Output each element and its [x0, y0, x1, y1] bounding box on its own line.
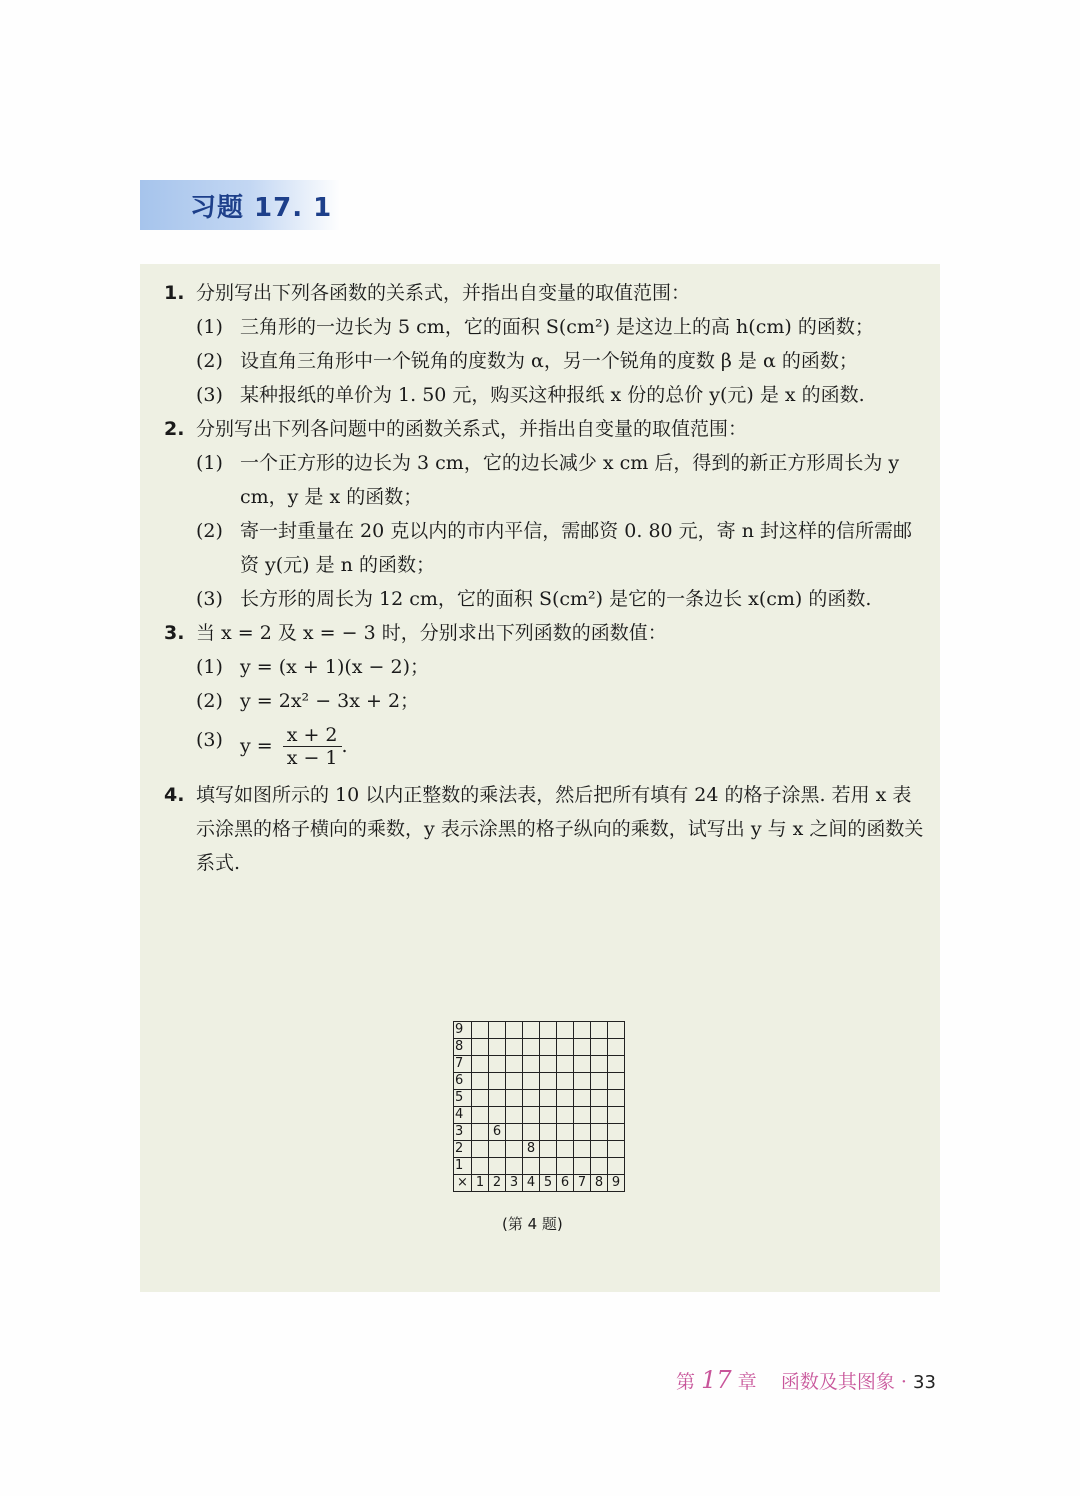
- grid-cell: [489, 1141, 506, 1158]
- grid-corner-label: ×: [454, 1175, 472, 1192]
- grid-row-label: 2: [454, 1141, 472, 1158]
- part-label: (1): [196, 656, 223, 678]
- part-label: (1): [196, 316, 223, 338]
- question-3-part-1: [164, 650, 924, 684]
- grid-row-label: 9: [454, 1022, 472, 1039]
- grid-cell: [608, 1022, 625, 1039]
- grid-cell: [574, 1022, 591, 1039]
- grid-cell: [523, 1124, 540, 1141]
- grid-cell: [489, 1056, 506, 1073]
- grid-cell: [557, 1124, 574, 1141]
- grid-cell: [506, 1158, 523, 1175]
- grid-cell: [472, 1022, 489, 1039]
- grid-cell: [608, 1158, 625, 1175]
- grid-column-label: 4: [523, 1175, 540, 1192]
- chapter-prefix: 第: [676, 1371, 696, 1393]
- question-text: 分别写出下列各函数的关系式，并指出自变量的取值范围：: [196, 282, 691, 304]
- grid-cell: [591, 1039, 608, 1056]
- grid-cell: [574, 1073, 591, 1090]
- chapter-number: 17: [701, 1366, 732, 1394]
- grid-cell: [523, 1073, 540, 1090]
- multiplication-table: [453, 1021, 625, 1192]
- grid-cell: [540, 1141, 557, 1158]
- page-footer: [676, 1366, 936, 1394]
- grid-cell: [540, 1158, 557, 1175]
- grid-cell: [591, 1158, 608, 1175]
- grid-row: [454, 1124, 625, 1141]
- question-1: [164, 276, 924, 310]
- grid-column-label: 7: [574, 1175, 591, 1192]
- part-label: (2): [196, 350, 223, 372]
- question-2: [164, 412, 924, 446]
- grid-cell: [557, 1141, 574, 1158]
- part-text: 三角形的一边长为 5 cm，它的面积 S(cm²) 是这边上的高 h(cm) 的函数；: [240, 316, 874, 338]
- grid-row-label: 8: [454, 1039, 472, 1056]
- fraction: [283, 724, 342, 769]
- grid-cell: [472, 1107, 489, 1124]
- part-text: 长方形的周长为 12 cm，它的面积 S(cm²) 是它的一条边长 x(cm) 的函数.: [240, 588, 872, 610]
- grid-cell: [523, 1158, 540, 1175]
- question-text: 当 x = 2 及 x = − 3 时，分别求出下列函数的函数值：: [196, 622, 667, 644]
- question-text: 分别写出下列各问题中的函数关系式，并指出自变量的取值范围：: [196, 418, 748, 440]
- grid-cell: [557, 1073, 574, 1090]
- question-2-part-3: [164, 582, 924, 616]
- grid-column-label: 1: [472, 1175, 489, 1192]
- grid-cell: [557, 1039, 574, 1056]
- grid-cell: [472, 1158, 489, 1175]
- grid-cell: [506, 1107, 523, 1124]
- grid-cell: [523, 1107, 540, 1124]
- grid-cell: [489, 1090, 506, 1107]
- question-number: 1.: [164, 282, 185, 304]
- grid-column-label: 6: [557, 1175, 574, 1192]
- grid-cell: [591, 1022, 608, 1039]
- page-number: 33: [913, 1372, 936, 1393]
- question-number: 4.: [164, 784, 185, 806]
- grid-cell: [540, 1107, 557, 1124]
- figure-caption: (第 4 题): [502, 1215, 563, 1233]
- question-3: [164, 616, 924, 650]
- part-label: (3): [196, 588, 223, 610]
- grid-cell: [540, 1090, 557, 1107]
- grid-cell: [557, 1158, 574, 1175]
- grid-cell: 6: [489, 1124, 506, 1141]
- part-label: (2): [196, 520, 223, 542]
- grid-cell: [591, 1107, 608, 1124]
- grid-cell: [608, 1073, 625, 1090]
- grid-cell: [506, 1073, 523, 1090]
- grid-cell: 8: [523, 1141, 540, 1158]
- grid-cell: [574, 1124, 591, 1141]
- part-label: (3): [196, 384, 223, 406]
- grid-row: [454, 1141, 625, 1158]
- question-3-part-3: [164, 720, 924, 772]
- grid-cell: [608, 1090, 625, 1107]
- grid-cell: [489, 1073, 506, 1090]
- grid-row-label: 3: [454, 1124, 472, 1141]
- grid-cell: [489, 1107, 506, 1124]
- formula-suffix: .: [341, 735, 348, 757]
- part-text: 一个正方形的边长为 3 cm，它的边长减少 x cm 后，得到的新正方形周长为 y cm，y 是 x 的函数；: [240, 452, 900, 508]
- question-1-part-3: [164, 378, 924, 412]
- section-banner: [140, 180, 340, 230]
- grid-column-label: 5: [540, 1175, 557, 1192]
- grid-cell: [489, 1158, 506, 1175]
- grid-cell: [472, 1124, 489, 1141]
- grid-row: [454, 1107, 625, 1124]
- grid-cell: [574, 1107, 591, 1124]
- part-text: y = 2x² − 3x + 2；: [240, 690, 420, 712]
- grid-cell: [608, 1039, 625, 1056]
- grid-cell: [506, 1022, 523, 1039]
- grid-row: [454, 1039, 625, 1056]
- grid-cell: [506, 1039, 523, 1056]
- grid-cell: [540, 1022, 557, 1039]
- exercise-list: [164, 276, 924, 880]
- formula-prefix: y =: [240, 735, 273, 757]
- question-4: [164, 778, 924, 880]
- chapter-suffix: 章: [737, 1371, 757, 1393]
- grid-cell: [506, 1124, 523, 1141]
- grid-cell: [540, 1056, 557, 1073]
- grid-column-label: 9: [608, 1175, 625, 1192]
- grid-cell: [472, 1056, 489, 1073]
- question-3-part-2: [164, 684, 924, 718]
- footer-separator: ·: [900, 1371, 907, 1393]
- grid-cell: [489, 1039, 506, 1056]
- grid-cell: [523, 1022, 540, 1039]
- grid-column-label: 3: [506, 1175, 523, 1192]
- grid-cell: [557, 1056, 574, 1073]
- grid-cell: [557, 1022, 574, 1039]
- grid-cell: [557, 1107, 574, 1124]
- grid-cell: [591, 1073, 608, 1090]
- grid-cell: [523, 1056, 540, 1073]
- fraction-denominator: x − 1: [286, 746, 338, 769]
- grid-cell: [591, 1124, 608, 1141]
- part-label: (3): [196, 729, 223, 751]
- grid-row-label: 6: [454, 1073, 472, 1090]
- grid-cell: [472, 1039, 489, 1056]
- part-text: y = (x + 1)(x − 2)；: [240, 656, 429, 678]
- question-number: 3.: [164, 622, 185, 644]
- grid-row-label: 1: [454, 1158, 472, 1175]
- grid-cell: [608, 1107, 625, 1124]
- question-2-part-2: [164, 514, 924, 582]
- grid-row: [454, 1090, 625, 1107]
- grid-cell: [608, 1141, 625, 1158]
- grid-cell: [557, 1090, 574, 1107]
- grid-column-label: 2: [489, 1175, 506, 1192]
- question-text: 填写如图所示的 10 以内正整数的乘法表，然后把所有填有 24 的格子涂黑. 若用 x 表示涂黑的格子横向的乘数，y 表示涂黑的格子纵向的乘数，试写出 y 与 x 之间的函数关系式.: [196, 784, 924, 874]
- grid-cell: [540, 1073, 557, 1090]
- part-label: (1): [196, 452, 223, 474]
- grid-cell: [574, 1141, 591, 1158]
- grid-cell: [591, 1056, 608, 1073]
- multiplication-table-figure: [453, 1021, 625, 1192]
- grid-row: [454, 1056, 625, 1073]
- question-2-part-1: [164, 446, 924, 514]
- chapter-title: 函数及其图象: [780, 1371, 895, 1393]
- fraction-numerator: x + 2: [283, 724, 342, 747]
- question-1-part-2: [164, 344, 924, 378]
- grid-cell: [608, 1056, 625, 1073]
- grid-cell: [506, 1090, 523, 1107]
- question-number: 2.: [164, 418, 185, 440]
- grid-row: [454, 1073, 625, 1090]
- grid-row-label: 5: [454, 1090, 472, 1107]
- grid-row-label: 7: [454, 1056, 472, 1073]
- grid-cell: [472, 1073, 489, 1090]
- grid-cell: [591, 1141, 608, 1158]
- grid-cell: [574, 1056, 591, 1073]
- grid-cell: [540, 1124, 557, 1141]
- grid-cell: [472, 1141, 489, 1158]
- grid-row: [454, 1022, 625, 1039]
- grid-column-header-row: [454, 1175, 625, 1192]
- grid-cell: [574, 1039, 591, 1056]
- grid-cell: [506, 1141, 523, 1158]
- grid-column-label: 8: [591, 1175, 608, 1192]
- question-1-part-1: [164, 310, 924, 344]
- grid-cell: [472, 1090, 489, 1107]
- part-text: 设直角三角形中一个锐角的度数为 α，另一个锐角的度数 β 是 α 的函数；: [240, 350, 858, 372]
- exercise-panel: [140, 264, 940, 1292]
- grid-cell: [574, 1158, 591, 1175]
- part-label: (2): [196, 690, 223, 712]
- grid-cell: [489, 1022, 506, 1039]
- grid-cell: [523, 1039, 540, 1056]
- part-text: 某种报纸的单价为 1. 50 元，购买这种报纸 x 份的总价 y(元) 是 x 的函数.: [240, 384, 865, 406]
- grid-cell: [574, 1090, 591, 1107]
- grid-cell: [608, 1124, 625, 1141]
- grid-row: [454, 1158, 625, 1175]
- grid-cell: [540, 1039, 557, 1056]
- grid-cell: [506, 1056, 523, 1073]
- grid-cell: [523, 1090, 540, 1107]
- section-title: 习题 17. 1: [190, 193, 333, 223]
- grid-row-label: 4: [454, 1107, 472, 1124]
- part-text: 寄一封重量在 20 克以内的市内平信，需邮资 0. 80 元，寄 n 封这样的信所需邮资 y(元) 是 n 的函数；: [240, 520, 912, 576]
- grid-cell: [591, 1090, 608, 1107]
